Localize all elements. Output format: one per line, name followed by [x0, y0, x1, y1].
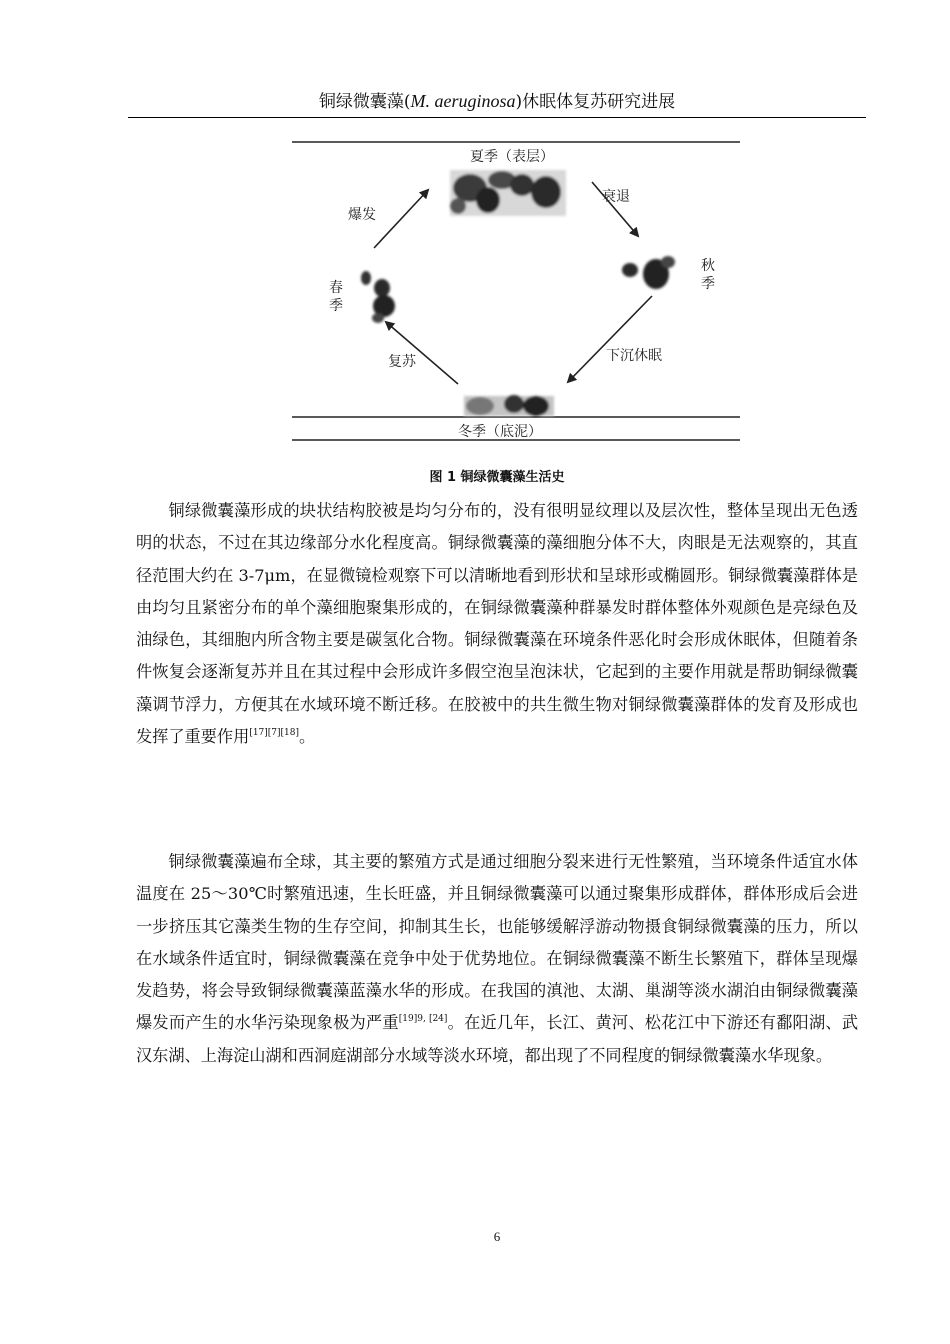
burst-label: 爆发 — [348, 207, 376, 223]
citation-1: [17][7][18] — [249, 728, 300, 739]
decline-label: 衰退 — [602, 189, 630, 205]
autumn-label-2: 季 — [701, 276, 715, 292]
header-rule — [128, 117, 866, 118]
sink-arrow — [568, 296, 652, 382]
revive-label: 复苏 — [388, 354, 416, 370]
header-title-prefix: 铜绿微囊藻( — [318, 92, 411, 112]
paragraph-2-text-a: 铜绿微囊藻遍布全球，其主要的繁殖方式是通过细胞分裂来进行无性繁殖，当环境条件适宜水体温度在 25～30℃时繁殖迅速，生长旺盛，并且铜绿微囊藻可以通过聚集形成群体，群体形成后会进一步挤压其它藻类生物的生存空间，抑制其生长，也能够缓解浮游动物摄食铜绿微囊藻的压力，所以在水域条件适宜时，铜绿微囊藻在竞争中处于优势地位。在铜绿微囊藻不断生长繁殖下，群体呈现爆发趋势，将会导致铜绿微囊藻蓝藻水华的形成。在我国的滇池、太湖、巢湖等淡水湖泊由铜绿微囊藻爆发而产生的水华污染现象极为严重 — [136, 852, 858, 1033]
paragraph-1-text: 铜绿微囊藻形成的块状结构胶被是均匀分布的，没有很明显纹理以及层次性，整体呈现出无色透明的状态，不过在其边缘部分水化程度高。铜绿微囊藻的藻细胞分体不大，肉眼是无法观察的，其直径范围大约在 3-7μm，在显微镜检观察下可以清晰地看到形状和呈球形或椭圆形。铜绿微囊藻群体是由均匀且紧密分布的单个藻细胞聚集形成的，在铜绿微囊藻种群暴发时群体整体外观颜色是亮绿色及油绿色，其细胞内所含物主要是碳氢化合物。铜绿微囊藻在环境条件恶化时会形成休眠体，但随着条件恢复会逐渐复苏并且在其过程中会形成许多假空泡呈泡沫状，它起到的主要作用就是帮助铜绿微囊藻调节浮力，方便其在水域环境不断迁移。在胶被中的共生微生物对铜绿微囊藻群体的发育及形成也发挥了重要作用 — [136, 501, 858, 747]
paragraph-2 — [136, 846, 858, 1072]
sink-label: 下沉休眠 — [606, 348, 662, 364]
paragraph-1 — [136, 495, 858, 753]
running-header — [128, 88, 866, 115]
revive-arrow — [386, 322, 458, 384]
autumn-colony-image — [622, 256, 675, 289]
spring-colony-image — [361, 271, 395, 323]
autumn-label-1: 秋 — [701, 258, 715, 274]
figure-caption: 图 1 铜绿微囊藻生活史 — [429, 470, 565, 485]
paragraph-2-text-b: 。在近几年，长江、黄河、松花江中下游还有鄱阳湖、武汉东湖、上海淀山湖和西洞庭湖部分水域等淡水环境，都出现了不同程度的铜绿微囊藻水华现象。 — [136, 1013, 859, 1065]
summer-colony-image — [450, 170, 566, 216]
winter-colony-image — [464, 395, 554, 416]
spring-label-2: 季 — [329, 298, 343, 314]
paragraph-1-end: 。 — [299, 727, 316, 747]
summer-label: 夏季（表层） — [470, 149, 554, 165]
spring-label-1: 春 — [329, 280, 343, 296]
header-title-suffix: )休眠体复苏研究进展 — [515, 92, 676, 112]
header-title-latin: M. aeruginosa — [410, 91, 516, 111]
citation-2: [19]9, [24] — [398, 1014, 448, 1025]
burst-arrow — [374, 190, 428, 248]
page-number: 6 — [493, 1229, 501, 1244]
life-cycle-figure — [290, 140, 742, 445]
life-cycle-diagram — [290, 140, 742, 445]
winter-label: 冬季（底泥） — [458, 424, 542, 440]
